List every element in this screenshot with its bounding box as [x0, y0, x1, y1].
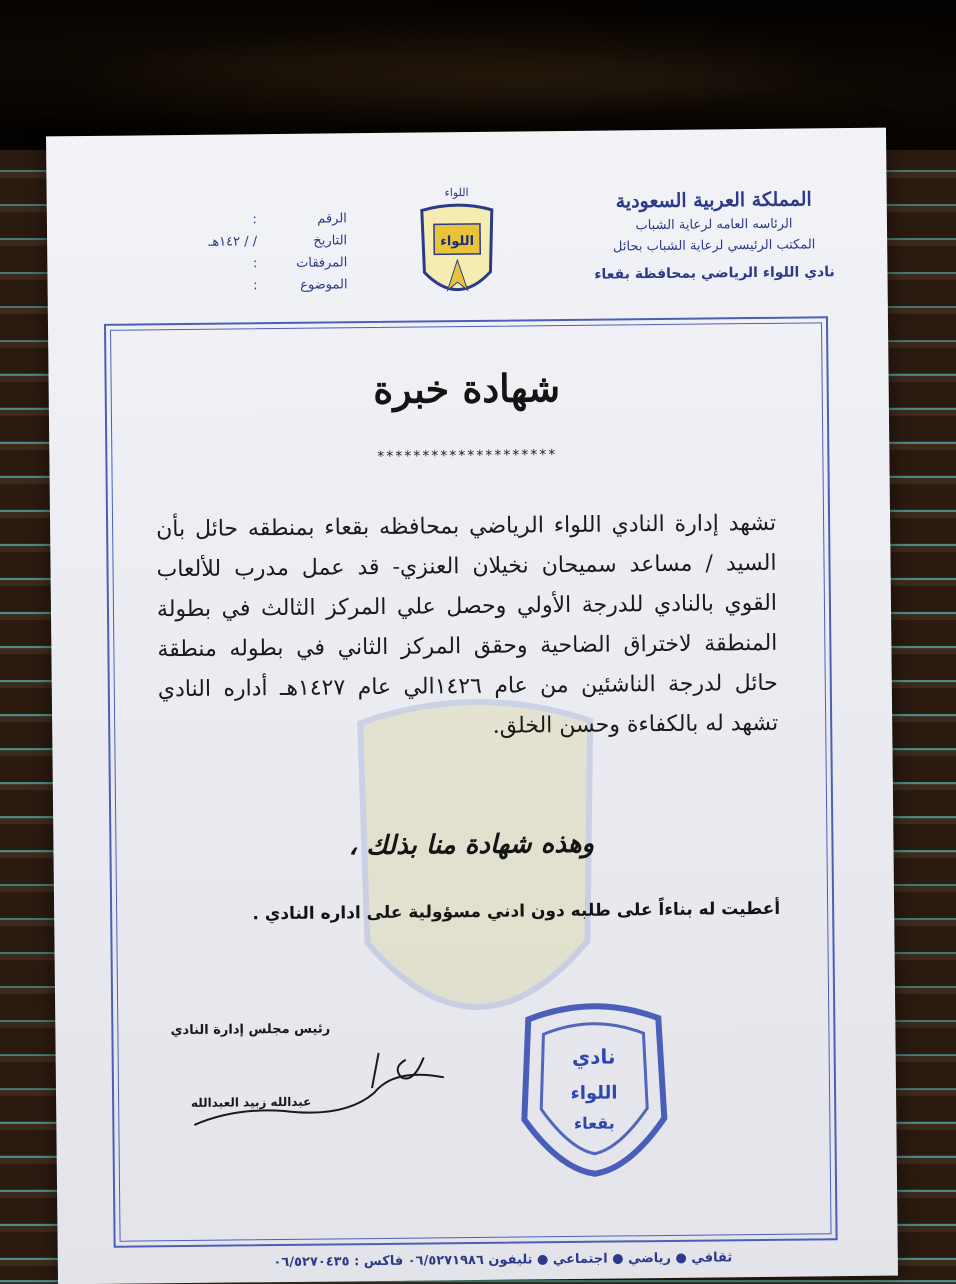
- club-logo-icon: [412, 182, 503, 313]
- number-field: الرقم :: [137, 211, 347, 235]
- logo-top-text: اللواء: [444, 186, 469, 200]
- letterhead-office: المكتب الرئيسي لرعاية الشباب بحائل: [612, 237, 816, 255]
- contact-footer: ثقافي ● رياضي ● اجتماعي ● تليفون ٠٦/٥٢٧١٩٨٦ فاكس : ٠٦/٥٢٧٠٤٣٥: [273, 1250, 733, 1271]
- certificate-body: تشهد إدارة النادي اللواء الرياضي بمحافظه بقعاء بمنطقه حائل بأن السيد / مساعد سميحان نخيلان العنزي- قد عمل مدرب للألعاب القوي بالنادي للدرجة الأولي وحصل علي المركز الثالث في بطولة المنطقة لاختراق الضاحية وحقق المركز الثاني في بطوله منطقة حائل لدرجة الناشئين من عام ١٤٢٦الي عام ١٤٢٧هـ أداره النادي تشهد له بالكفاءة وحسن الخلق.: [156, 510, 779, 739]
- date-value: / / ١٤٢هـ: [208, 234, 258, 250]
- stamp-line-3: بقعاء: [573, 1113, 615, 1133]
- attachments-label: المرفقات: [296, 255, 348, 271]
- date-label: التاريخ: [313, 233, 348, 249]
- stamp-line-2: اللواء: [570, 1082, 618, 1104]
- certificate-title: شهادة خبرة: [373, 365, 561, 413]
- letterhead-presidency: الرئاسه العامه لرعاية الشباب: [635, 216, 793, 234]
- subject-field: الموضوع :: [138, 277, 348, 301]
- date-field: [137, 233, 347, 257]
- attachments-field: المرفقات :: [137, 255, 347, 279]
- letterhead-kingdom: المملكة العربية السعودية: [615, 188, 812, 213]
- closing-phrase: وهذه شهادة منا بذلك ،: [348, 828, 595, 862]
- number-label: الرقم: [317, 211, 347, 227]
- letterhead-right: [589, 188, 840, 283]
- signatory-name: عبدالله زبيد العبدالله: [190, 1094, 312, 1110]
- signatory-title: رئيس مجلس إدارة النادي: [170, 1021, 331, 1039]
- reference-fields: [137, 211, 348, 301]
- handwritten-signature: [173, 1037, 454, 1130]
- logo-text: اللواء: [440, 233, 475, 250]
- certificate-frame: [104, 316, 838, 1248]
- certificate-paper: [46, 128, 898, 1284]
- given-statement: أعطيت له بناءاً على طلبه دون ادني مسؤولية على اداره النادي .: [252, 898, 781, 925]
- club-stamp: [508, 988, 680, 1180]
- subject-label: الموضوع: [300, 277, 348, 293]
- title-divider: ********************: [377, 447, 558, 465]
- stamp-line-1: نادي: [571, 1044, 616, 1069]
- letterhead-club: نادي اللواء الرياضي بمحافظة بقعاء: [594, 264, 835, 283]
